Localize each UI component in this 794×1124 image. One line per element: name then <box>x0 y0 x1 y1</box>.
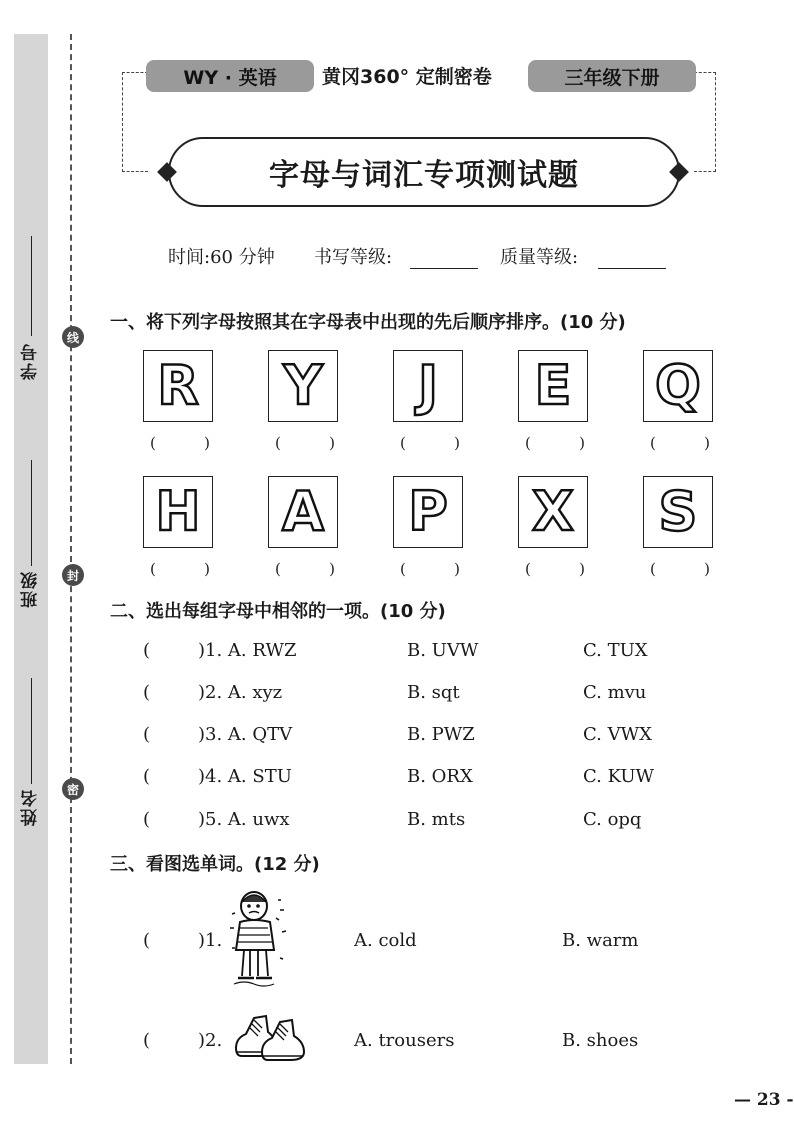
subject-pill: WY · 英语 <box>146 60 314 92</box>
answer-blank[interactable]: ( ) <box>150 560 210 578</box>
section2-title: 二、选出每组字母中相邻的一项。(10 分) <box>110 601 446 622</box>
writing-grade-label: 书写等级: <box>314 247 393 268</box>
option-c: C. TUX <box>583 640 648 661</box>
student-id-field[interactable] <box>31 236 32 336</box>
answer-blank[interactable]: ( ) <box>650 560 710 578</box>
question-number: )1. <box>198 930 223 951</box>
series-name: 黄冈360° 定制密卷 <box>322 66 492 88</box>
letter: P <box>408 480 448 543</box>
question-row <box>0 724 794 750</box>
writing-grade-field[interactable] <box>410 268 478 269</box>
letter: A <box>282 480 324 543</box>
option-a: A. cold <box>354 930 417 951</box>
option-b: B. sqt <box>407 682 460 703</box>
letter-card <box>143 476 213 548</box>
page-number: — 23 - <box>734 1090 794 1110</box>
seal-mi: 密 <box>62 778 84 800</box>
binding-dash-line <box>70 34 72 1064</box>
shivering-person-icon <box>228 888 292 988</box>
student-id-label: 学号 <box>21 342 41 380</box>
option-c: C. KUW <box>583 766 655 787</box>
letter: Y <box>283 354 323 417</box>
answer-blank[interactable]: ( ) <box>275 560 335 578</box>
answer-blank[interactable]: ( ) <box>525 434 585 452</box>
option-b: B. shoes <box>562 1030 639 1051</box>
answer-blank[interactable]: ( <box>143 1030 151 1051</box>
option-a: )5. A. uwx <box>198 809 290 830</box>
option-b: B. UVW <box>407 640 479 661</box>
shoes-icon <box>232 1008 308 1064</box>
option-a: )2. A. xyz <box>198 682 283 703</box>
option-b: B. PWZ <box>407 724 475 745</box>
letter-card <box>268 350 338 422</box>
letter-card <box>643 350 713 422</box>
letter: S <box>658 480 698 543</box>
letter: H <box>155 480 201 543</box>
option-a: )3. A. QTV <box>198 724 293 745</box>
question-row <box>0 640 794 666</box>
answer-blank[interactable]: ( <box>143 682 151 703</box>
class-field[interactable] <box>31 460 32 566</box>
option-c: C. mvu <box>583 682 647 703</box>
section1-title: 一、将下列字母按照其在字母表中出现的先后顺序排序。(10 分) <box>110 312 626 333</box>
option-c: C. VWX <box>583 724 652 745</box>
question-row <box>0 766 794 792</box>
letter: J <box>417 354 439 417</box>
answer-blank[interactable]: ( ) <box>400 560 460 578</box>
grade-pill: 三年级下册 <box>528 60 696 92</box>
quality-grade-field[interactable] <box>598 268 666 269</box>
question-row <box>0 809 794 835</box>
option-a: )1. A. RWZ <box>198 640 297 661</box>
letter-card <box>393 350 463 422</box>
letter: E <box>534 354 572 417</box>
letter-card <box>518 476 588 548</box>
answer-blank[interactable]: ( ) <box>525 560 585 578</box>
answer-blank[interactable]: ( <box>143 809 151 830</box>
option-c: C. opq <box>583 809 642 830</box>
answer-blank[interactable]: ( ) <box>150 434 210 452</box>
question-row <box>0 682 794 708</box>
answer-blank[interactable]: ( ) <box>275 434 335 452</box>
option-b: B. mts <box>407 809 466 830</box>
option-b: B. ORX <box>407 766 473 787</box>
name-label: 姓名 <box>21 788 41 826</box>
section3-title: 三、看图选单词。(12 分) <box>110 854 320 875</box>
letter-card <box>518 350 588 422</box>
letter-card <box>143 350 213 422</box>
letter: R <box>157 354 199 417</box>
letter-card <box>393 476 463 548</box>
letter: Q <box>655 354 701 417</box>
seal-feng: 封 <box>62 564 84 586</box>
letter-card <box>643 476 713 548</box>
answer-blank[interactable]: ( <box>143 724 151 745</box>
time-info: 时间:60 分钟 <box>168 247 275 268</box>
question-number: )2. <box>198 1030 223 1051</box>
seal-xian: 线 <box>62 326 84 348</box>
option-a: )4. A. STU <box>198 766 292 787</box>
answer-blank[interactable]: ( ) <box>400 434 460 452</box>
quality-grade-label: 质量等级: <box>500 247 579 268</box>
answer-blank[interactable]: ( <box>143 930 151 951</box>
option-a: A. trousers <box>354 1030 455 1051</box>
option-b: B. warm <box>562 930 639 951</box>
letter: X <box>532 480 574 543</box>
page-title: 字母与词汇专项测试题 <box>269 158 579 193</box>
letter-card <box>268 476 338 548</box>
answer-blank[interactable]: ( <box>143 766 151 787</box>
answer-blank[interactable]: ( <box>143 640 151 661</box>
answer-blank[interactable]: ( ) <box>650 434 710 452</box>
class-label: 班级 <box>21 570 41 608</box>
